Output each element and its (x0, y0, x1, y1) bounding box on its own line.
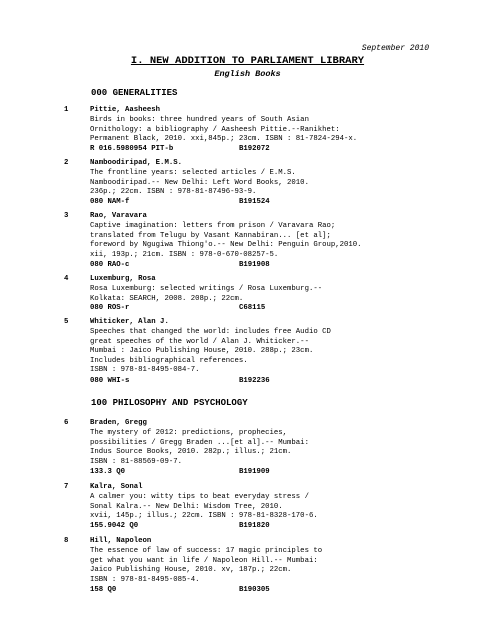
entry-number: 3 (64, 212, 69, 220)
entry-description: Rosa Luxemburg: selected writings / Rosa Luxemburg.-- Kolkata: SEARCH, 2008. 208p.; 22cm. (90, 285, 323, 303)
accession-number: B191909 (239, 468, 270, 476)
entry-description: A calmer you: witty tips to beat everyday stress / Sonal Kalra.-- New Delhi: Wisdom Tree, 2010. xvii, 145p.; illus.; 22cm. ISBN : 978-81-8328-170-6. (90, 493, 318, 521)
entry-number: 5 (64, 318, 69, 326)
call-number: 158 Q0 (90, 586, 117, 594)
call-number: R 016.5980954 PIT-b (90, 145, 174, 153)
call-number: 080 RAO-c (90, 261, 130, 269)
call-number: 080 NAM-f (90, 198, 130, 206)
entry-description: The frontline years: selected articles / E.M.S. Namboodiripad.-- New Delhi: Left Word Books, 2010. 236p.; 22cm. ISBN : 978-81-87496-93-9. (90, 169, 309, 197)
entry-number: 7 (64, 483, 69, 491)
entry-author: Hill, Napoleon (90, 537, 152, 545)
page-subtitle: English Books (214, 69, 281, 79)
entry-number: 1 (64, 106, 69, 114)
call-number: 133.3 Q0 (90, 468, 126, 476)
entry-number: 6 (64, 419, 69, 427)
entry-author: Kalra, Sonal (90, 483, 143, 491)
section-heading: 000 GENERALITIES (91, 88, 178, 98)
accession-number: B191908 (239, 261, 270, 269)
accession-number: C68115 (239, 304, 266, 312)
entry-description: Birds in books: three hundred years of South Asian Ornithology: a bibliography / Aasheesh Pittie.--Ranikhet: Permanent Black, 2010. xxi,845p.; 23cm. ISBN : 81-7824-294-x. (90, 116, 358, 144)
call-number: 080 ROS-r (90, 304, 130, 312)
accession-number: B192236 (239, 377, 270, 385)
accession-number: B192072 (239, 145, 270, 153)
entry-author: Pittie, Aasheesh (90, 106, 161, 114)
entry-description: The essence of law of success: 17 magic principles to get what you want in life / Napoleon Hill.-- Mumbai: Jaico Publishing House, 2010. xv, 187p.; 22cm. ISBN : 978-81-8495-085-4. (90, 547, 323, 584)
call-number: 155.9042 Q0 (90, 522, 139, 530)
entry-author: Rao, Varavara (90, 212, 147, 220)
entry-number: 4 (64, 275, 69, 283)
entry-description: The mystery of 2012: predictions, prophecies, possibilities / Gregg Braden ...[et al].-- Mumbai: Indus Source Books, 2010. 282p.; illus.; 21cm. ISBN : 81-88569-09-7. (90, 429, 309, 466)
entry-author: Luxemburg, Rosa (90, 275, 156, 283)
entry-description: Speeches that changed the world: includes free Audio CD great speeches of the world / Alan J. Whiticker.-- Mumbai : Jaico Publishing House, 2010. 288p.; 23cm. Includes bibliographical references. ISBN : 978-81-8495-084-7. (90, 328, 331, 375)
page-title: I. NEW ADDITION TO PARLIAMENT LIBRARY (130, 55, 365, 67)
accession-number: B191524 (239, 198, 270, 206)
entry-number: 8 (64, 537, 69, 545)
accession-number: B190305 (239, 586, 270, 594)
date-label: September 2010 (361, 44, 429, 53)
entry-description: Captive imagination: letters from prison / Varavara Rao; translated from Telugu by Vasant Kannabiran... [et al]; foreword by Ngugiwa Thiong'o.-- New Delhi: Penguin Group,2010. xii, 193p.; 21cm. ISBN : 978-0-670-08257-5. (90, 222, 362, 259)
entry-author: Braden, Gregg (90, 419, 147, 427)
entry-author: Whiticker, Alan J. (90, 318, 169, 326)
accession-number: B191820 (239, 522, 270, 530)
call-number: 080 WHI-s (90, 377, 130, 385)
entry-number: 2 (64, 159, 69, 167)
entry-author: Namboodiripad, E.M.S. (90, 159, 182, 167)
section-heading: 100 PHILOSOPHY AND PSYCHOLOGY (91, 398, 248, 408)
